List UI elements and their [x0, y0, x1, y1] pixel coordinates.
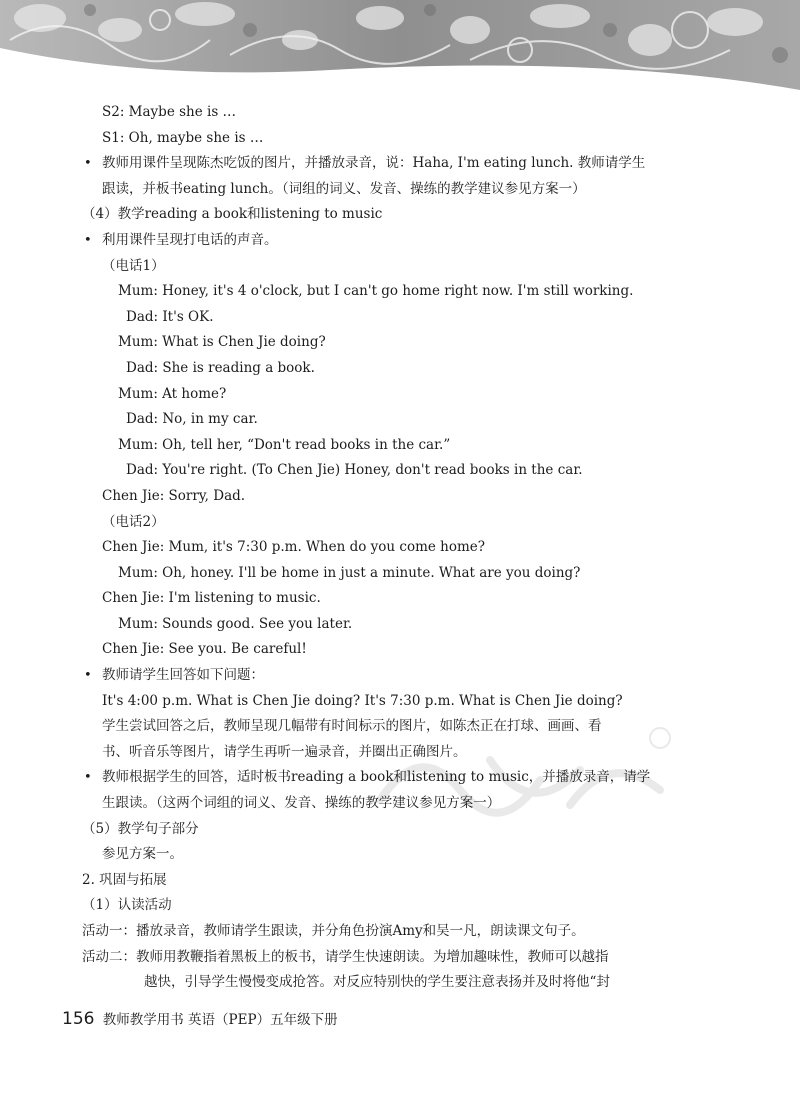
line-text: Dad: No, in my car.	[126, 411, 258, 428]
text-line	[82, 561, 722, 587]
text-line	[82, 254, 722, 280]
line-text: （5）教学句子部分	[82, 820, 199, 837]
bullet-paragraph-line	[82, 663, 722, 689]
line-text: （1）认读活动	[82, 897, 172, 914]
line-text: 教师用课件呈现陈杰吃饭的图片，并播放录音，说：Haha, I'm eating lunch. 教师请学生	[102, 155, 646, 172]
line-text: Dad: You're right. (To Chen Jie) Honey, don't read books in the car.	[126, 462, 583, 479]
text-line	[82, 612, 722, 638]
text-line	[82, 945, 722, 971]
line-text: 跟读，并板书eating lunch。（词组的词义、发音、操练的教学建议参见方案一）	[102, 180, 586, 197]
line-text: 越快，引导学生慢慢变成抢答。对反应特别快的学生要注意表扬并及时将他“封	[144, 974, 610, 991]
text-line	[82, 970, 722, 996]
line-text: 活动二：教师用教鞭指着黑板上的板书，请学生快速朗读。为增加趣味性，教师可以越指	[82, 948, 609, 965]
bullet-icon: •	[84, 232, 92, 248]
line-text: It's 4:00 p.m. What is Chen Jie doing? It's 7:30 p.m. What is Chen Jie doing?	[102, 692, 623, 709]
line-text: 书、听音乐等图片，请学生再听一遍录音，并圈出正确图片。	[102, 743, 467, 760]
line-text: 教师请学生回答如下问题：	[102, 667, 264, 684]
bullet-icon: •	[84, 668, 92, 684]
line-text: 活动一：播放录音，教师请学生跟读，并分角色扮演Amy和吴一凡，朗读课文句子。	[82, 923, 585, 939]
text-line	[82, 689, 722, 715]
text-line	[82, 202, 722, 228]
bullet-icon: •	[84, 770, 92, 786]
text-line	[82, 637, 722, 663]
line-text: Mum: At home?	[118, 385, 227, 402]
line-text: S2: Maybe she is …	[102, 104, 237, 120]
text-line	[82, 893, 722, 919]
text-line	[82, 740, 722, 766]
line-text: Chen Jie: Sorry, Dad.	[102, 487, 246, 504]
line-text: （电话1）	[102, 257, 165, 274]
line-text: 利用课件呈现打电话的声音。	[102, 231, 278, 248]
line-text: 参见方案一。	[102, 846, 183, 863]
text-line	[82, 817, 722, 843]
text-line	[82, 484, 722, 510]
page-body	[82, 100, 722, 996]
line-text: Mum: Honey, it's 4 o'clock, but I can't go home right now. I'm still working.	[118, 283, 634, 300]
page-footer	[62, 1008, 338, 1029]
text-line	[82, 458, 722, 484]
line-text: （4）教学reading a book和listening to music	[82, 206, 383, 223]
line-text: Mum: What is Chen Jie doing?	[118, 334, 326, 351]
book-title: 教师教学用书 英语（PEP）五年级下册	[102, 1012, 338, 1028]
line-text: Dad: She is reading a book.	[126, 359, 315, 376]
text-line	[82, 100, 722, 126]
text-line	[82, 714, 722, 740]
text-line	[82, 586, 722, 612]
text-line	[82, 791, 722, 817]
text-line	[82, 356, 722, 382]
text-line	[82, 842, 722, 868]
line-text: Chen Jie: I'm listening to music.	[102, 590, 321, 607]
page-number: 156	[62, 1009, 95, 1029]
bullet-paragraph-line	[82, 228, 722, 254]
bullet-paragraph-line	[82, 151, 722, 177]
line-text: 2. 巩固与拓展	[82, 871, 167, 888]
floral-banner	[0, 0, 800, 95]
text-line	[82, 535, 722, 561]
text-line	[82, 305, 722, 331]
line-text: S1: Oh, maybe she is …	[102, 129, 264, 146]
text-line	[82, 382, 722, 408]
line-text: Chen Jie: See you. Be careful!	[102, 641, 307, 658]
bullet-paragraph-line	[82, 765, 722, 791]
text-line	[82, 868, 722, 894]
line-text: Mum: Oh, tell her, “Don't read books in the car.”	[118, 436, 451, 453]
text-line	[82, 919, 722, 945]
line-text: 生跟读。（这两个词组的词义、发音、操练的教学建议参见方案一）	[102, 795, 501, 812]
line-text: Mum: Sounds good. See you later.	[118, 615, 353, 632]
text-line	[82, 177, 722, 203]
line-text: Mum: Oh, honey. I'll be home in just a minute. What are you doing?	[118, 564, 581, 581]
text-line	[82, 126, 722, 152]
line-text: 教师根据学生的回答，适时板书reading a book和listening to music，并播放录音，请学	[102, 769, 651, 786]
text-line	[82, 510, 722, 536]
bullet-icon: •	[84, 156, 92, 172]
line-text: （电话2）	[102, 513, 165, 530]
line-text: 学生尝试回答之后，教师呈现几幅带有时间标示的图片，如陈杰正在打球、画画、看	[102, 718, 602, 735]
text-line	[82, 407, 722, 433]
line-text: Dad: It's OK.	[126, 308, 214, 325]
line-text: Chen Jie: Mum, it's 7:30 p.m. When do you come home?	[102, 539, 486, 556]
text-line	[82, 330, 722, 356]
text-line	[82, 279, 722, 305]
text-line	[82, 433, 722, 459]
